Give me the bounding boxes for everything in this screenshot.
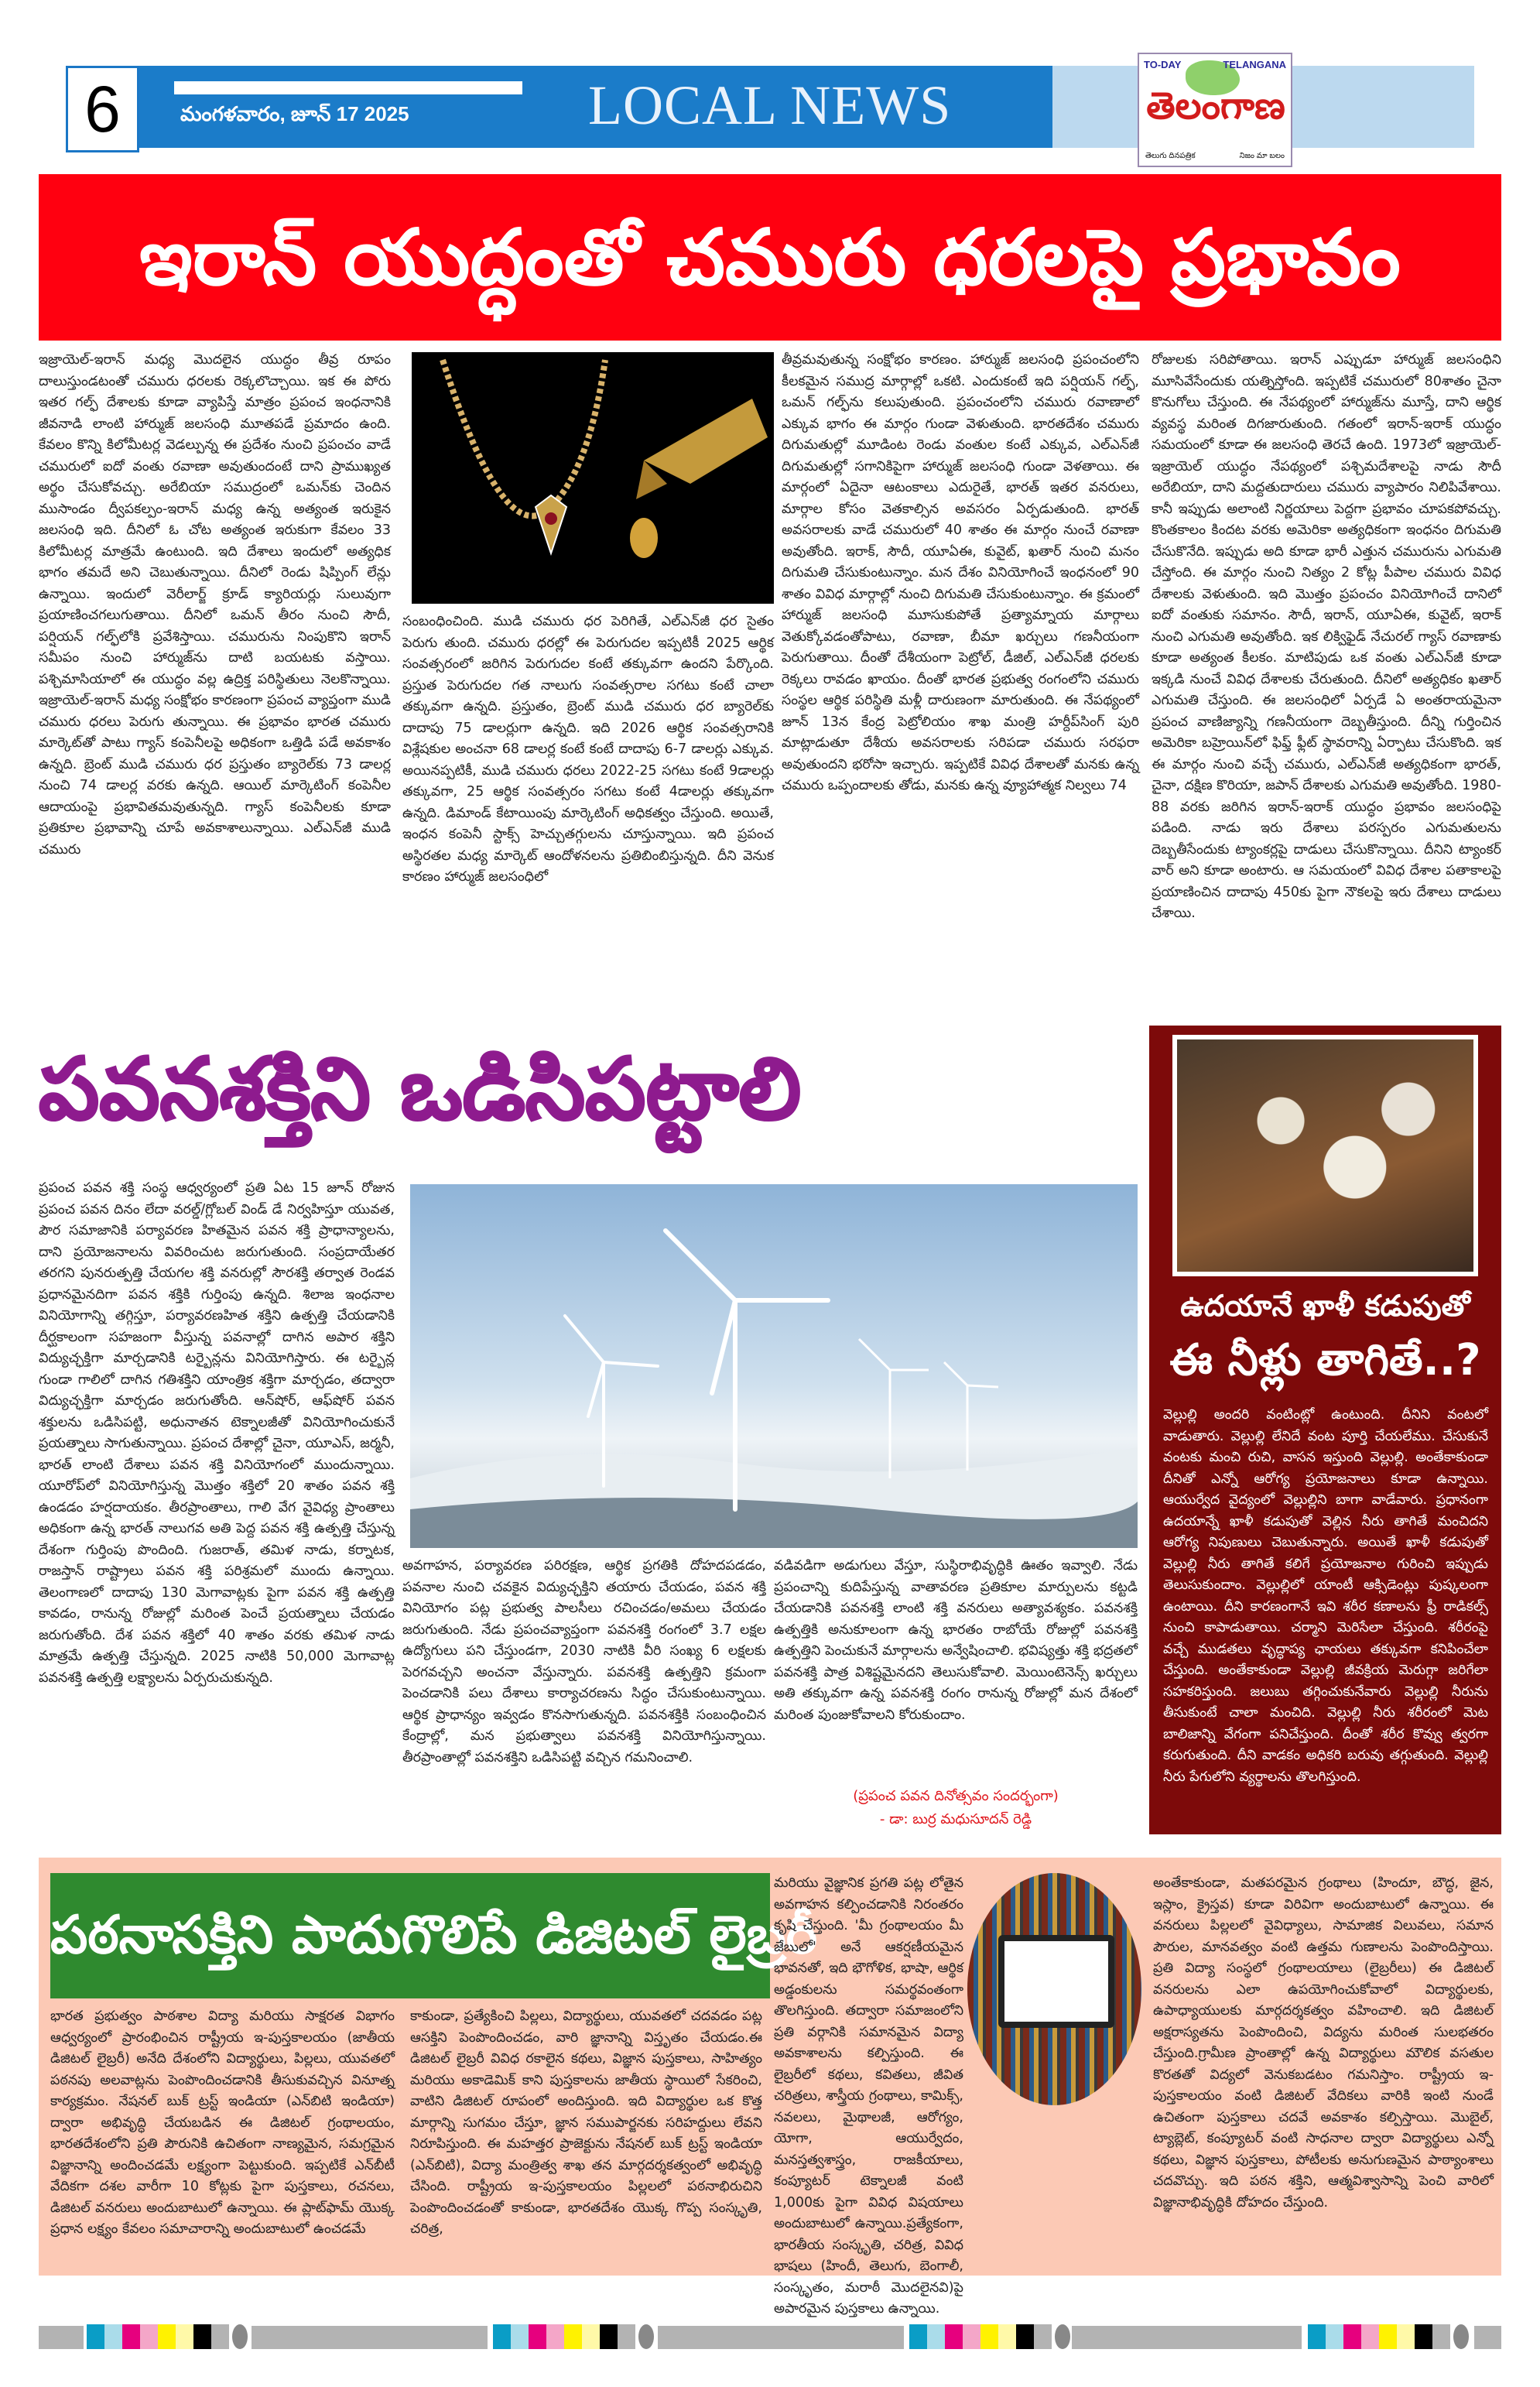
iran-column-2: సంబంధించింది. ముడి చమురు ధర పెరిగితే, ఎల్ఎన్‌జీ ధర సైతం పెరుగు తుంది. చమురు ధరల్లో ఈ పెరుగుదల ఇప్పటికీ 2025 ఆర్థిక సంవత్సరంలో జరిగిన పెరుగుదల కంటే తక్కువగా ఉందని పేర్కొంది. ప్రస్తుత పెరుగుదల గత నాలుగు సంవత్సరాల సగటు కంటే చాలా తక్కువగా ఉన్నది. ప్రస్తుతం, బ్రెంట్ ముడి చమురు ధర బ్యారెల్‌కు దాదాపు 75 డాలర్లుగా ఉన్నది. ఇది 2026 ఆర్థిక సంవత్సరానికి విశ్లేషకుల అంచనా 68 డాలర్ల కంటే కంటే దాదాపు 6-7 డాలర్లు ఎక్కువ. అయినప్పటికీ, ముడి చమురు ధరలు 2022-25 సగటు కంటే 9డాలర్లు తక్కువగా, 25 ఆర్థిక సంవత్సరం సగటు కంటే 4డాలర్లు తక్కువగా ఉన్నది. డిమాండ్ కేటాయింపు మార్కెటింగ్ అధికత్వం చేస్తుంది. అయితే, ఇంధన కంపెనీ స్టాక్స్ హెచ్చుతగ్గులను చూస్తున్నాయి. ఇది ప్రపంచ అస్థిరతల మధ్య మార్కెట్ ఆందోళనలను ప్రతిబింబిస్తున్నది. దీని వెనుక కారణం హార్ముజ్ జలసంధిలో bbox=[402, 614, 774, 885]
color-swatch bbox=[140, 2324, 158, 2349]
color-swatch bbox=[1397, 2324, 1415, 2349]
iran-column-4: రోజులకు సరిపోతాయి. ఇరాన్ ఎప్పుడూ హార్ముజ్ జలసంధిని మూసివేసేందుకు యత్నిస్తోంది. ఇప్పటికే చమురులో 80శాతం చైనా కొనుగోలు చేస్తుంది. ఈ నేపథ్యంలో హార్ముజ్‌ను మూస్తే, దాని ఆర్థిక వ్యవస్థ మరింత దిగజారుతుంది. గతంలో ఇరాన్-ఇరాక్ యుద్ధం సమయంలో కూడా ఈ జలసంధి తెరచే ఉంది. 1973లో ఇజ్రాయెల్-ఇజ్రాయెల్ యుద్ధం నేపథ్యంలో పశ్చిమదేశాలపై నాడు సౌదీ అరేబియా, దాని మద్దతుదారులు చమురు వ్యాపారం నిలిపివేశాయి. కానీ ఇప్పుడు అలాంటి నిర్ణయాలు పెద్దగా ప్రభావం చూపకపోవచ్చు. కొంతకాలం కిందట వరకు అమెరికా అత్యధికంగా ఇంధనం దిగుమతి చేసుకొనేది. ఇప్పుడు అది కూడా భారీ ఎత్తున చమురును ఎగుమతి చేస్తోంది. ఈ మార్గం నుంచి నిత్యం 2 కోట్ల పీపాల చమురు వివిధ దేశాలకు వెళుతుంది. ఇది మొత్తం ప్రపంచం వినియోగించే దానిలో ఐదో వంతుకు సమానం. సౌదీ, ఇరాన్, యూఏఈ, కువైట్, ఇరాక్ నుంచి ఎగుమతి అవుతోంది. ఇక లిక్విఫైడ్ నేచురల్ గ్యాస్ రవాణాకు కూడా అత్యంత కీలకం. మాటిపుడు ఒక వంతు ఎల్ఎన్‌జీ కూడా ఇక్కడి నుంచే వివిధ దేశాలకు చేరుతుంది. దీనిలో అత్యధికం ఖతార్ ఎగుమతి చేస్తుంది. ఈ జలసంధిలో ఏర్పడే ఏ అంతరాయమైనా ప్రపంచ వాణిజ్యాన్ని గణనీయంగా దెబ్బతీస్తుంది. దీన్ని గుర్తించిన అమెరికా బహ్రెయిన్‌లో ఫిఫ్త్ ఫ్లీట్ స్థావరాన్ని ఏర్పాటు చేసుకొంది. ఇక ఈ మార్గం నుంచి వచ్చే చమురు, ఎల్ఎన్‌జీ అత్యధికంగా భారత్, చైనా, దక్షిణ కొరియా, జపాన్ దేశాలకు ఎగుమతి అవుతోంది. 1980-88 వరకు జరిగిన ఇరాన్-ఇరాక్ యుద్ధం ప్రభావం జలసంధిపై పడింది. నాడు ఇరు దేశాలు పరస్పరం ఎగుమతులను దెబ్బతీసేందుకు ట్యాంకర్లపై దాడులు చేసుకొన్నాయి. దీనిని ట్యాంకర్ వార్ అని కూడా అంటారు. ఆ సమయంలో వివిధ దేశాల పతాకాలపై ప్రయాణించిన దాదాపు 450కు పైగా నౌకలపై ఇరు దేశాలు దాడులు చేశాయి. bbox=[1152, 352, 1501, 921]
color-swatch bbox=[104, 2324, 122, 2349]
color-swatch bbox=[963, 2324, 980, 2349]
color-swatch bbox=[122, 2324, 140, 2349]
wind-turbines-photo bbox=[410, 1184, 1138, 1548]
wind-turbines-image bbox=[410, 1184, 1138, 1548]
library-column-1: భారత ప్రభుత్వం పాఠశాల విద్యా మరియు సాక్షరత విభాగం ఆధ్వర్యంలో ప్రారంభించిన రాష్ట్రీయ ఇ-పుస్తకాలయం (జాతీయ డిజిటల్ లైబ్రరీ) అనేది దేశంలోని విద్యార్థులు, పిల్లలు, యువతలో పఠనపు అలవాట్లను పెంపొందించడానికి తీసుకువచ్చిన వినూత్న కార్యక్రమం. నేషనల్ బుక్ ట్రస్ట్ ఇండియా (ఎన్‌బిటి ఇండియా) ద్వారా అభివృద్ధి చేయబడిన ఈ డిజిటల్ గ్రంథాలయం, భారతదేశంలోని ప్రతి పౌరునికి ఉచితంగా నాణ్యమైన, సమగ్రమైన విజ్ఞానాన్ని అందించడమే లక్ష్యంగా పెట్టుకుంది. ఇప్పటికే ఎన్‌బీటీ వేదికగా దశల వారీగా 10 కోట్లకు పైగా పుస్తకాలు, రచనలు, డిజిటల్ వనరులు అందుబాటులో ఉన్నాయి. ఈ ప్లాట్‌ఫామ్ యొక్క ప్రధాన లక్ష్యం కేవలం సమాచారాన్ని అందుబాటులో ఉంచడమే bbox=[50, 2009, 395, 2237]
color-swatch bbox=[511, 2324, 529, 2349]
color-swatch bbox=[1016, 2324, 1034, 2349]
color-swatch bbox=[927, 2324, 945, 2349]
color-swatch bbox=[582, 2324, 600, 2349]
health-headline-line-1: ఉదయానే ఖాళీ కడుపుతో bbox=[1180, 1289, 1470, 1323]
library-column-4: అంతేకాకుండా, మతపరమైన గ్రంథాలు (హిందూ, బౌద్ధ, జైన, ఇస్లాం, క్రైస్తవ) కూడా విరివిగా అందుబాటులో ఉన్నాయి. ఈ వనరులు పిల్లలలో వైవిధ్యాలు, సామాజిక విలువలు, సమాన పౌరుల, మానవత్వం వంటి ఉత్తమ గుణాలను పెంపొందిస్తాయి. ప్రతి విద్యా సంస్థలో గ్రంథాలయాలు (లైబ్రరీలు) ఈ డిజిటల్ వనరులను ఎలా ఉపయోగించుకోవాలో విద్యార్థులకు, ఉపాధ్యాయులకు మార్గదర్శకత్వం వహించాలి. ఇది డిజిటల్ అక్షరాస్యతను పెంపొందించి, విద్యను మరింత సులభతరం చేస్తుంది.గ్రామీణ ప్రాంతాల్లో ఉన్న విద్యార్థులు మౌలిక వసతుల కొరతతో విద్యలో వెనుకబడటం గమనిస్తాం. రాష్ట్రీయ ఇ-పుస్తకాలయం వంటి డిజిటల్ వేదికలు వారికి ఇంటి నుండే ఉచితంగా పుస్తకాలు చదవే అవకాశం కల్పిస్తాయి. మొబైల్, ట్యాబ్లెట్, కంప్యూటర్ వంటి సాధనాల ద్వారా విద్యార్థులు ఎన్నో కథలు, విజ్ఞాన పుస్తకాలు, పోటీలకు అనుగుణమైన పాఠ్యాంశాలు చదవొచ్చు. ఇది పఠన శక్తిని, ఆత్మవిశ్వాసాన్ని పెంచి వారిలో విజ్ఞానాభివృద్ధికి దోహదం చేస్తుంది. bbox=[1153, 1875, 1494, 2211]
color-swatch bbox=[1343, 2324, 1361, 2349]
library-column-3: మరియు వైజ్ఞానిక ప్రగతి పట్ల లోతైన అవగాహన కల్పించడానికి నిరంతరం కృషి చేస్తుంది. 'మీ గ్రంథాలయం మీ జేబులో' అనే ఆకర్షణీయమైన భావనతో, ఇది భౌగోళిక, భాషా, ఆర్థిక అడ్డంకులను సమర్థవంతంగా తొలగిస్తుంది. తద్వారా సమాజంలోని ప్రతి వర్గానికి సమానమైన విద్యా అవకాశాలను కల్పిస్తుంది. ఈ లైబ్రరీలో కథలు, కవితలు, జీవిత చరిత్రలు, శాస్త్రీయ గ్రంథాలు, కామిక్స్, నవలలు, మైథాలజీ, ఆరోగ్యం, యోగా, ఆయుర్వేదం, మనస్తత్వశాస్త్రం, రాజకీయాలు, కంప్యూటర్ టెక్నాలజీ వంటి 1,000కు పైగా వివిధ విషయాలు అందుబాటులో ఉన్నాయి.ప్రత్యేకంగా, భారతీయ సంస్కృతి, చరిత్ర, వివిధ భాషలు (హిందీ, తెలుగు, బెంగాలీ, సంస్కృతం, మరాఠీ మొదలైనవి)పై అపారమైన పుస్తకాలు ఉన్నాయి. bbox=[774, 1875, 963, 2317]
wind-column-3: వడివడిగా అడుగులు వేస్తూ, సుస్థిరాభివృద్ధికి ఊతం ఇవ్వాలి. నేడు ప్రపంచాన్ని కుదిపేస్తున్న వాతావరణ ప్రతికూల మార్పులను కట్టడి చేయడానికి పవనశక్తి లాంటి శక్తి వనరులు అత్యావశ్యకం. పవనశక్తి ఉత్పత్తికి అనుకూలంగా ఉన్న భారతం రాబోయే రోజుల్లో పవనశక్తి ఉత్పత్తిని పెంచుకునే మార్గాలను అన్వేషించాలి. భవిష్యత్తు శక్తి భద్రతలో పవనశక్తి పాత్ర విశిష్టమైనదని తెలుసుకోవాలి. మెయింటెనెన్స్ ఖర్చులు అతి తక్కువగా ఉన్న పవనశక్తి రంగం రానున్న రోజుల్లో మన దేశంలో మరింత పుంజుకోవాలని కోరుకుందాం. bbox=[774, 1558, 1138, 1723]
color-swatch bbox=[158, 2324, 176, 2349]
newspaper-logo[interactable] bbox=[1138, 53, 1292, 167]
color-swatch bbox=[1379, 2324, 1397, 2349]
color-swatch bbox=[945, 2324, 963, 2349]
logo-top-right: TELANGANA bbox=[1223, 59, 1286, 70]
color-swatch bbox=[980, 2324, 998, 2349]
garlic-photo bbox=[1172, 1035, 1478, 1276]
library-column-2: కాకుండా, ప్రత్యేకించి పిల్లలు, విద్యార్థులు, యువతలో చదవడం పట్ల ఆసక్తిని పెంపొందించడం, వారి జ్ఞానాన్ని విస్తృతం చేయడం.ఈ డిజిటల్ లైబ్రరీ వివిధ రకాలైన కథలు, విజ్ఞాన పుస్తకాలు, సాహిత్యం మరియు అకాడెమిక్ కాని పుస్తకాలను జాతీయ స్థాయిలో సేకరించి, వాటిని డిజిటల్ రూపంలో అందిస్తుంది. ఇది విద్యార్థుల ఒక కొత్త మార్గాన్ని సుగమం చేస్తూ, జ్ఞాన సముపార్జనకు సరిహద్దులు లేవని నిరూపిస్తుంది. ఈ మహత్తర ప్రాజెక్టును నేషనల్ బుక్ ట్రస్ట్ ఇండియా (ఎన్‌బిటి), విద్యా మంత్రిత్వ శాఖ తన మార్గదర్శకత్వంలో అభివృద్ధి చేసింది. రాష్ట్రీయ ఇ-పుస్తకాలయం పిల్లలలో పఠనాభిరుచిని పెంపొందించడంతో కాకుండా, భారతదేశం యొక్క గొప్ప సంస్కృతి, చరిత్ర, bbox=[410, 2009, 762, 2237]
registration-mark-icon bbox=[1055, 2324, 1070, 2349]
color-swatch bbox=[564, 2324, 582, 2349]
logo-tagline-left: తెలుగు దినపత్రిక bbox=[1145, 152, 1196, 160]
registration-mark-icon bbox=[638, 2324, 654, 2349]
color-swatch bbox=[998, 2324, 1016, 2349]
color-swatch bbox=[87, 2324, 104, 2349]
health-headline-line-2: ఈ నీళ్లు తాగితే..? bbox=[1169, 1335, 1481, 1385]
iran-column-1: ఇజ్రాయెల్-ఇరాన్ మధ్య మొదలైన యుద్ధం తీవ్ర రూపం దాలుస్తుండటంతో చమురు ధరలకు రెక్కలొచ్చాయి. ఇక ఈ పోరు ఇతర గల్ఫ్ దేశాలకు కూడా వ్యాపిస్తే మాత్రం ప్రపంచ ఇంధనానికి జీవనాడి లాంటి హార్ముజ్ జలసంధి మూతపడే ప్రమాదం ఉంది. కేవలం కొన్ని కిలోమీటర్ల వెడల్పున్న ఈ ప్రదేశం నుంచి ప్రపంచం వాడే చమురులో ఐదో వంతు రవాణా అవుతుందంటే దాని ప్రాముఖ్యత అర్థం చేసుకోవచ్చు. అరేబియా సముద్రంలో ఒమన్‌కు చెందిన ముసాండం ద్వీపకల్పం-ఇరాన్ మధ్య ఉన్న అత్యంత ఇరుకైన జలసంధి ఇది. దీనిలో ఓ చోట అత్యంత ఇరుకుగా కేవలం 33 కిలోమీటర్ల మాత్రమే ఉంటుంది. ఇది దేశాలు ఇందులో అత్యధిక భాగం తమదే అని చెబుతున్నాయి. దీనిలో రెండు షిప్పింగ్ లేన్లు ఉన్నాయి. ఇందులో వెరీలార్జ్ క్రూడ్ క్యారియర్లు సులువుగా ప్రయాణించగలుగుతాయి. దీనిలో ఒమన్ తీరం నుంచి సౌదీ, పర్షియన్ గల్ఫ్‌లోకి ప్రవేశిస్తాయి. చమురును నింపుకొని ఇరాన్ సమీపం నుంచి హార్ముజ్‌ను దాటి బయటకు వస్తాయి. పశ్చిమాసియాలో ఈ యుద్ధం వల్ల ఉద్రిక్త పరిస్థితులు నెలకొన్నాయి. ఇజ్రాయెల్-ఇరాన్ మధ్య సంక్షోభం కారణంగా ప్రపంచ వ్యాప్తంగా ముడి చమురు ధరలు పెరుగు తున్నాయి. ఈ ప్రభావం భారత చమురు మార్కెట్‌తో పాటు గ్యాస్ కంపెనీలపై అధికంగా ఒత్తిడి పడే అవకాశం ఉన్నది. బ్రెంట్ ముడి చమురు ధర ప్రస్తుతం బ్యారెల్‌కు 73 డాలర్ల నుంచి 74 డాలర్ల వరకు ఉన్నది. ఆయిల్ మార్కెటింగ్ కంపెనీల ఆదాయంపై ప్రభావితమవుతున్నది. గ్యాస్ కంపెనీలకు కూడా ప్రతికూల ప్రభావాన్ని చూపే అవకాశాలున్నాయి. ఎల్ఎన్‌జీ ముడి చమురు bbox=[39, 352, 391, 858]
color-swatch bbox=[1308, 2324, 1326, 2349]
wind-headline: పవనశక్తిని ఒడిసిపట్టాలి bbox=[39, 1039, 802, 1139]
tablet-library-photo bbox=[967, 1873, 1141, 2105]
health-article-box bbox=[1149, 1026, 1501, 1834]
page-number: 6 bbox=[66, 66, 139, 152]
color-swatch bbox=[1361, 2324, 1379, 2349]
date-box bbox=[174, 81, 522, 149]
issue-date: మంగళవారం, జూన్ 17 2025 bbox=[180, 102, 409, 125]
color-swatch bbox=[176, 2324, 193, 2349]
iran-headline: ఇరాన్ యుద్ధంతో చమురు ధరలపై ప్రభావం bbox=[39, 174, 1501, 341]
color-swatch bbox=[618, 2324, 635, 2349]
registration-mark-icon bbox=[1453, 2324, 1469, 2349]
color-swatch bbox=[193, 2324, 211, 2349]
wind-column-2: అవగాహన, పర్యావరణ పరిరక్షణ, ఆర్థిక ప్రగతికి దోహదపడడం, పవనాల నుంచి చవకైన విద్యుచ్ఛక్తిని తయారు చేయడం, పవన శక్తి వినియోగం పట్ల ప్రభుత్వ పాలసీలు రచించడం/అమలు చేయడం జరుగుతుంది. నేడు ప్రపంచవ్యాప్తంగా పవనశక్తి రంగంలో 3.7 లక్షల ఉద్యోగులు పని చేస్తుండగా, 2030 నాటికి వీరి సంఖ్య 6 లక్షలకు పెరగవచ్చని అంచనా వేస్తున్నారు. పవనశక్తి ఉత్పత్తిని క్రమంగా పెంచడానికి పలు దేశాలు కార్యాచరణను సిద్ధం చేసుకుంటున్నాయి. ఆర్థిక ప్రాధాన్యం ఇవ్వడం కొనసాగుతున్నది. పవనశక్తికి సంబంధించిన కేంద్రాల్లో, మన ప్రభుత్వాలు పవనశక్తి వినియోగిస్తున్నాయి. తీరప్రాంతాల్లో పవనశక్తిని ఒడిసిపట్టి వచ్చిన గమనించాలి. bbox=[402, 1558, 766, 1765]
color-swatch bbox=[600, 2324, 618, 2349]
color-swatch bbox=[1326, 2324, 1343, 2349]
library-headline: పఠనాసక్తిని పాదుగొలిపే డిజిటల్ లైబ్రరీ bbox=[50, 1873, 770, 1998]
color-swatch bbox=[1432, 2324, 1450, 2349]
logo-top-left: TO-DAY bbox=[1144, 59, 1182, 70]
wind-byline-note: (ప్రపంచ పవన దినోత్సవం సందర్భంగా) bbox=[853, 1788, 1059, 1804]
color-swatch bbox=[1415, 2324, 1432, 2349]
color-swatch bbox=[909, 2324, 927, 2349]
necklace-fuel-photo bbox=[412, 352, 774, 604]
tablet-icon bbox=[998, 1935, 1114, 2028]
color-swatch bbox=[1034, 2324, 1052, 2349]
health-body: వెల్లుల్లి అందరి వంటింట్లో ఉంటుంది. దీనిని వంటలో వాడుతారు. వెల్లుల్లి లేనిదే వంట పూర్తి చేయలేము. చేసుకునే వంటకు మంచి రుచి, వాసన ఇస్తుంది వెల్లుల్లి. అంతేకాకుండా దీనితో ఎన్నో ఆరోగ్య ప్రయోజనాలు కూడా ఉన్నాయి. ఆయుర్వేద వైద్యంలో వెల్లుల్లిని బాగా వాడేవారు. ప్రధానంగా ఉదయాన్నే ఖాళీ కడుపుతో వెల్లిన నీరు తాగితే మంచిదని ఆరోగ్య నిపుణులు చెబుతున్నారు. అయితే ఖాళీ కడుపుతో వెల్లుల్లి నీరు తాగితే కలిగే ప్రయోజనాల గురించి ఇప్పుడు తెలుసుకుందాం. వెల్లుల్లిలో యాంటీ ఆక్సిడెంట్లు పుష్కలంగా ఉంటాయి. దీని కారణంగానే ఇవి శరీర కణాలను ఫ్రీ రాడికల్స్ నుంచి కాపాడుతాయి. చర్మాని మెరిసేలా చేస్తుంది. శరీరంపై వచ్చే ముడతలు వృద్ధాప్య ఛాయలు తక్కువగా కనిపించేలా చేస్తుంది. అంతేకాకుండా వెల్లుల్లి జీవక్రియ మెరుగ్గా జరిగేలా సహకరిస్తుంది. జలుబు తగ్గించుకునేవారు వెల్లుల్లి నీరును తీసుకుంటే చాలా మంచిది. వెల్లుల్లి నీరు శరీరంలో మెట బాలిజాన్ని వేగంగా పనిచేస్తుంది. దీంతో శరీర కొవ్వు త్వరగా కరుగుతుంది. దీని వాడకం అధికరి బరువు తగ్గుతుంది. వెల్లుల్లి నీరు పేగులోని వ్యర్థాలను తొలగిస్తుంది. bbox=[1163, 1407, 1488, 1785]
color-swatch bbox=[546, 2324, 564, 2349]
color-swatch bbox=[529, 2324, 546, 2349]
iran-column-3: తీవ్రమవుతున్న సంక్షోభం కారణం. హార్ముజ్ జలసంధి ప్రపంచంలోని కీలకమైన సముద్ర మార్గాల్లో ఒకటి. ఎందుకంటే ఇది పర్షియన్ గల్ఫ్, ఒమన్ గల్ఫ్‌ను కలుపుతుంది. ప్రపంచంలోని చమురు రవాణాలో ఎక్కువ భాగం ఈ మార్గం గుండా వెళుతుంది. భారతదేశం చమురు దిగుమతుల్లో మూడింట రెండు వంతుల కంటే ఎక్కువ, ఎల్ఎన్‌జీ దిగుమతుల్లో సగానికిపైగా హార్ముజ్ జలసంధి గుండా వెళతాయి. ఈ మార్గంలో ఏదైనా ఆటంకాలు ఎదురైతే, భారత్ ఇతర వనరులు, మార్గాల కోసం వెతకాల్సిన అవసరం ఏర్పడుతుంది. భారత్ అవసరాలకు వాడే చమురులో 40 శాతం ఈ మార్గం నుంచే రవాణా అవుతోంది. ఇరాక్, సౌదీ, యూఏఈ, కువైట్, ఖతార్ నుంచి మనం దిగుమతి చేసుకుంటున్నాం. మన దేశం వినియోగించే ఇంధనంలో 90 శాతం వివిధ మార్గాల్లో నుంచి దిగుమతి చేసుకుంటున్నాం. ఈ క్రమంలో హార్ముజ్ జలసంధి మూసుకుపోతే ప్రత్యామ్నాయ మార్గాలు వెతుక్కోవడంతోపాటు, రవాణా, బీమా ఖర్చులు గణనీయంగా పెరుగుతాయి. దీంతో దేశీయంగా పెట్రోల్, డీజిల్, ఎల్ఎన్‌జీ ధరలకు రెక్కలు రావడం ఖాయం. దీంతో భారత ప్రభుత్వ రంగంలోని చమురు సంస్థల ఆర్థిక పరిస్థితి మళ్లీ దారుణంగా మారుతుంది. ఈ నేపథ్యంలో జూన్ 13న కేంద్ర పెట్రోలియం శాఖ మంత్రి హర్దీప్‌సింగ్ పురి మాట్లాడుతూ దేశీయ అవసరాలకు సరిపడా చమురు సరఫరా అవుతుందని భరోసా ఇచ్చారు. ఇప్పటికే వివిధ దేశాలతో మనకు ఉన్న చమురు ఒప్పందాలకు తోడు, మనకు ఉన్న వ్యూహాత్మక నిల్వలు 74 bbox=[782, 352, 1139, 793]
color-swatch bbox=[211, 2324, 229, 2349]
section-title: LOCAL NEWS bbox=[588, 74, 952, 136]
registration-mark-icon bbox=[232, 2324, 248, 2349]
logo-name: తెలంగాణ bbox=[1146, 86, 1285, 127]
wind-column-1: ప్రపంచ పవన శక్తి సంస్థ ఆధ్వర్యంలో ప్రతి ఏట 15 జూన్ రోజున ప్రపంచ పవన దినం లేదా వరల్డ్/గ్లోబల్ విండ్ డే నిర్వహిస్తూ యువత, పౌర సమాజానికి పర్యావరణ హితమైన పవన శక్తి ప్రాధాన్యాలను, దాని ప్రయోజనాలను వివరించుట జరుగుతుంది. సంప్రదాయేతర తరగని పునరుత్పత్తి చేయగల శక్తి వనరుల్లో సౌరశక్తి తర్వాత రెండవ ప్రధానమైనదిగా పవన శక్తికి గుర్తింపు ఉన్నది. శిలాజ ఇంధనాల వినియోగాన్ని తగ్గిస్తూ, పర్యావరణహిత శక్తిని ఉత్పత్తి చేయడానికి దీర్ఘకాలంగా సహజంగా వీస్తున్న పవనాల్లో దాగిన అపార శక్తిని విద్యుచ్ఛక్తిగా మార్చడానికి టర్బైన్లను వినియోగిస్తారు. ఈ టర్బైన్ల గుండా గాలిలో దాగిన గతిశక్తిని యాంత్రిక శక్తిగా మార్చడం, తద్వారా విద్యుచ్ఛక్తిగా మార్చడం జరుగుతోంది. ఆన్‌షోర్, ఆఫ్‌షోర్ పవన శక్తులను ఒడిసిపట్టి, అధునాతన టెక్నాలజీతో వినియోగించుకునే ప్రయత్నాలు సాగుతున్నాయి. ప్రపంచ దేశాల్లో చైనా, యూఎస్, జర్మనీ, భారత్ లాంటి దేశాలు పవన శక్తి వినియోగంలో ముందున్నాయి. యూరోప్‌లో వినియోగిస్తున్న మొత్తం శక్తిలో 20 శాతం పవన శక్తి ఉండడం హర్షదాయకం. తీరప్రాంతాలు, గాలి వేగ వైవిధ్య ప్రాంతాలు అధికంగా ఉన్న భారత్ నాలుగవ అతి పెద్ద పవన శక్తి ఉత్పత్తి చేస్తున్న దేశంగా గుర్తింపు పొందింది. గుజరాత్, తమిళ నాడు, కర్నాటక, రాజస్తాన్ రాష్ట్రాలు పవన శక్తి పరిశ్రమలో ముందు ఉన్నాయి. తెలంగాణలో దాదాపు 130 మెగావాట్లకు పైగా పవన శక్తి ఉత్పత్తి కావడం, రానున్న రోజుల్లో మరింత పెంచే ప్రయత్నాలు చేయడం జరుగుతోంది. దేశ పవన శక్తిలో 40 శాతం వరకు తమిళ నాడు మాత్రమే ఉత్పత్తి చేస్తున్నది. 2025 నాటికి 50,000 మెగావాట్ల పవనశక్తి ఉత్పత్తి లక్ష్యాలను ఏర్పరుచుకున్నది. bbox=[39, 1180, 395, 1686]
wind-byline-author: - డా: బుర్ర మధుసూదన్ రెడ్డి bbox=[879, 1811, 1032, 1827]
color-swatch bbox=[493, 2324, 511, 2349]
necklace-and-fuel-nozzle-image bbox=[412, 352, 774, 604]
logo-tagline-right: నిజం మా బలం bbox=[1239, 152, 1285, 160]
